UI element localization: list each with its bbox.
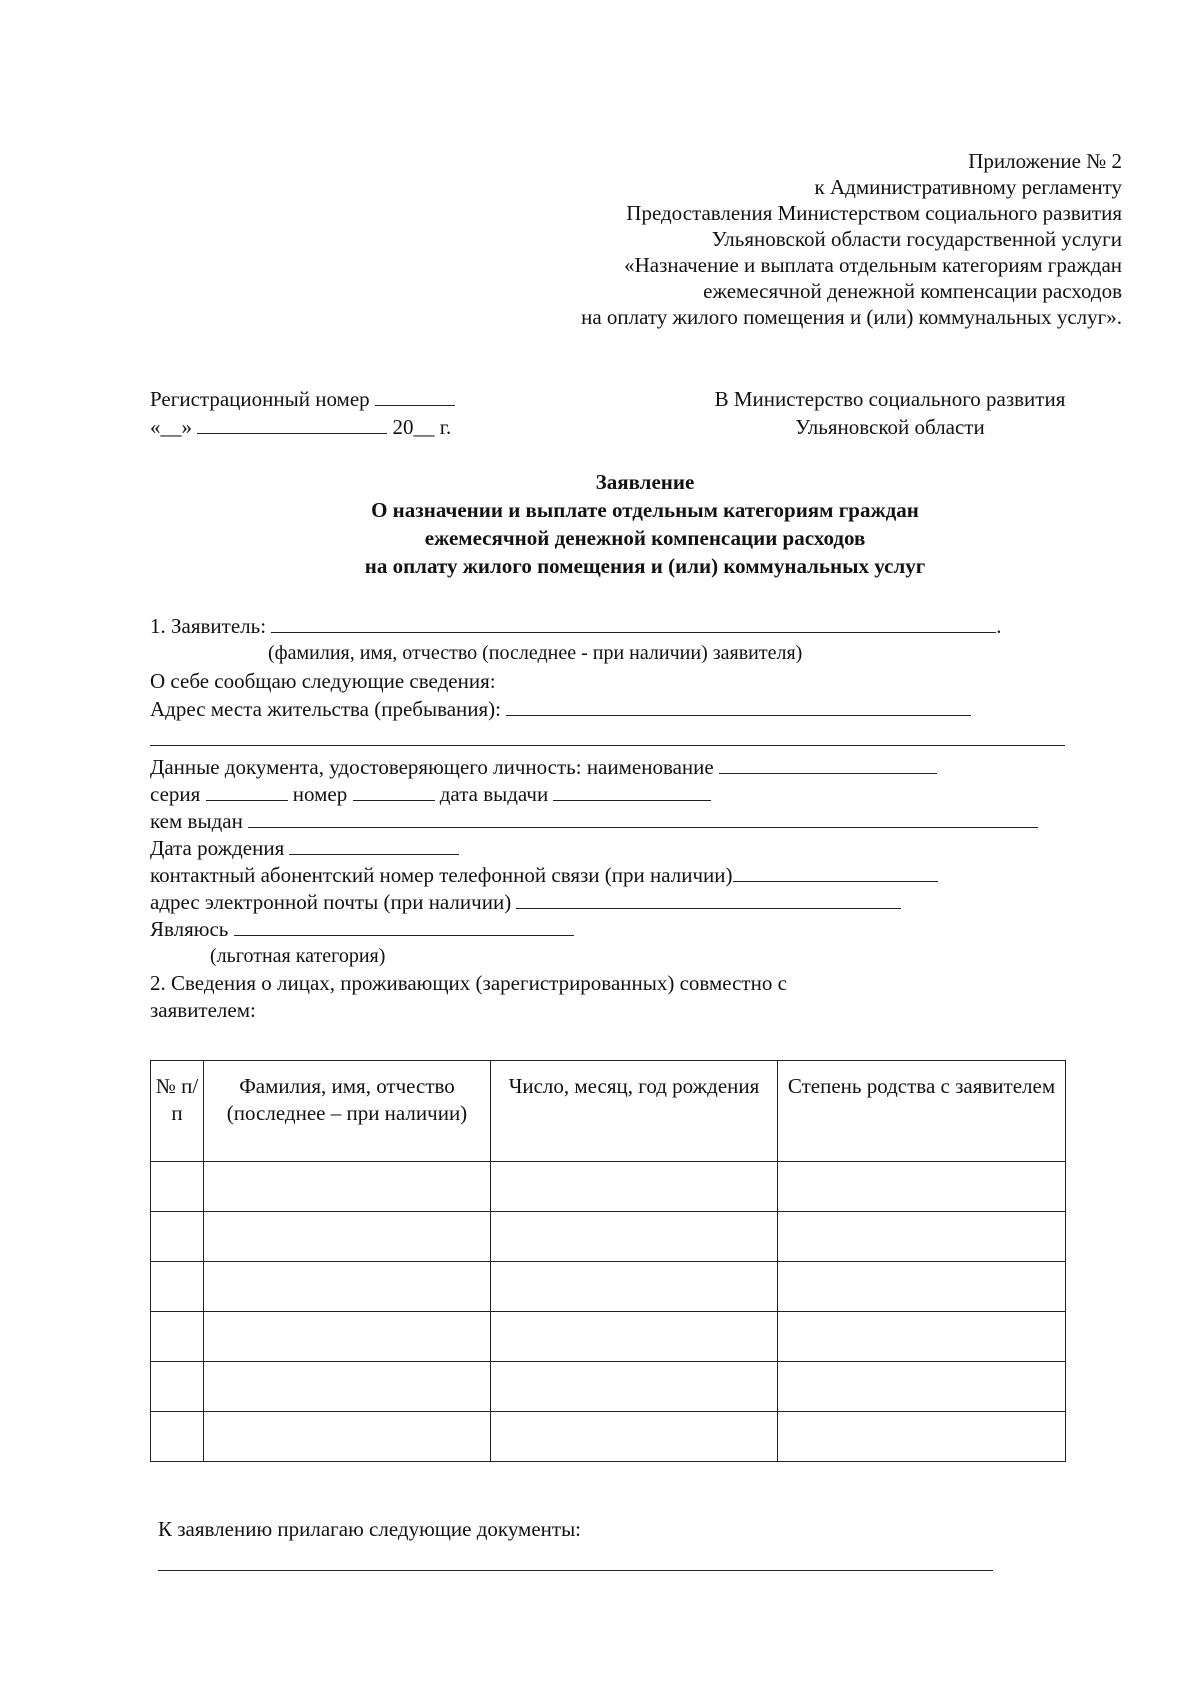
birth-date-field[interactable]	[289, 834, 459, 855]
number-label: номер	[292, 782, 348, 806]
title-heading: Заявление	[595, 470, 695, 494]
appendix-line: Предоставления Министерством социального развития	[626, 201, 1122, 225]
table-cell[interactable]	[491, 1262, 778, 1312]
issued-by-row	[150, 807, 1038, 834]
phone-label: контактный абонентский номер телефонной связи (при наличии)	[150, 863, 733, 887]
column-header-birth-date: Число, месяц, год рождения	[491, 1061, 778, 1162]
phone-row	[150, 861, 938, 888]
section2-label-line2: заявителем:	[150, 998, 256, 1022]
issued-by-label: кем выдан	[150, 809, 243, 833]
table-row	[151, 1262, 1066, 1312]
table-cell[interactable]	[491, 1212, 778, 1262]
table-cell[interactable]	[151, 1212, 204, 1262]
phone-field[interactable]	[733, 861, 938, 882]
table-row	[151, 1412, 1066, 1462]
table-cell[interactable]	[204, 1312, 491, 1362]
registration-number-label: Регистрационный номер	[150, 387, 370, 411]
applicant-label: 1. Заявитель:	[150, 614, 267, 638]
appendix-line: к Административному регламенту	[814, 175, 1122, 199]
title-line: на оплату жилого помещения и (или) коммунальных услуг	[364, 554, 926, 578]
table-cell[interactable]	[778, 1162, 1066, 1212]
category-row	[150, 915, 574, 942]
address-row	[150, 695, 971, 722]
applicant-name-field[interactable]	[271, 612, 996, 633]
column-header-relationship: Степень родства с заявителем	[778, 1061, 1066, 1162]
registration-number-field[interactable]	[375, 385, 455, 406]
appendix-line: Ульяновской области государственной услуги	[711, 227, 1122, 251]
table-cell[interactable]	[491, 1162, 778, 1212]
number-field[interactable]	[353, 780, 435, 801]
appendix-line: на оплату жилого помещения и (или) коммунальных услуг».	[581, 305, 1122, 329]
addressee-line: Ульяновской области	[795, 415, 985, 439]
table-cell[interactable]	[778, 1212, 1066, 1262]
table-row	[151, 1312, 1066, 1362]
birth-date-row	[150, 834, 459, 861]
about-label: О себе сообщаю следующие сведения:	[150, 669, 496, 693]
table-cell[interactable]	[204, 1212, 491, 1262]
table-cell[interactable]	[151, 1162, 204, 1212]
address-label: Адрес места жительства (пребывания):	[150, 697, 502, 721]
registration-date-quote[interactable]: «__»	[150, 415, 192, 439]
table-cell[interactable]	[778, 1412, 1066, 1462]
section2-label-line1: 2. Сведения о лицах, проживающих (зарегистрированных) совместно с	[150, 971, 787, 995]
birth-date-label: Дата рождения	[150, 836, 285, 860]
table-row	[151, 1362, 1066, 1412]
series-field[interactable]	[206, 780, 288, 801]
applicant-period: .	[996, 614, 1002, 638]
id-document-label: Данные документа, удостоверяющего личность: наименование	[150, 755, 714, 779]
addressee-block	[685, 385, 1095, 441]
column-header-index: № п/п	[151, 1061, 204, 1162]
table-row	[151, 1162, 1066, 1212]
table-cell[interactable]	[151, 1312, 204, 1362]
appendix-header	[581, 148, 1122, 330]
registration-year-label[interactable]: 20__ г.	[392, 415, 452, 439]
table-cell[interactable]	[151, 1412, 204, 1462]
title-line: О назначении и выплате отдельным категориям граждан	[371, 498, 919, 522]
id-series-row	[150, 780, 711, 807]
table-cell[interactable]	[151, 1362, 204, 1412]
table-cell[interactable]	[204, 1412, 491, 1462]
category-label: Являюсь	[150, 917, 229, 941]
table-header-row	[151, 1061, 1066, 1162]
issue-date-field[interactable]	[553, 780, 711, 801]
id-document-name-field[interactable]	[719, 753, 937, 774]
table-row	[151, 1212, 1066, 1262]
table-cell[interactable]	[778, 1312, 1066, 1362]
address-field[interactable]	[506, 695, 971, 716]
title-line: ежемесячной денежной компенсации расходов	[424, 526, 866, 550]
table-cell[interactable]	[778, 1362, 1066, 1412]
addressee-line: В Министерство социального развития	[714, 387, 1066, 411]
applicant-row	[150, 612, 1002, 639]
table-cell[interactable]	[151, 1262, 204, 1312]
email-field[interactable]	[516, 888, 901, 909]
issue-date-label: дата выдачи	[439, 782, 549, 806]
address-field-continuation[interactable]	[150, 745, 1065, 746]
table-cell[interactable]	[491, 1412, 778, 1462]
table-cell[interactable]	[204, 1162, 491, 1212]
appendix-line: «Назначение и выплата отдельным категориям граждан	[624, 253, 1122, 277]
table-cell[interactable]	[204, 1262, 491, 1312]
email-row	[150, 888, 901, 915]
table-cell[interactable]	[204, 1362, 491, 1412]
issued-by-field[interactable]	[248, 807, 1038, 828]
registration-date-month-field[interactable]	[197, 413, 387, 434]
id-document-row	[150, 753, 937, 780]
applicant-hint: (фамилия, имя, отчество (последнее - при наличии) заявителя)	[268, 642, 803, 664]
document-title	[0, 468, 1200, 580]
table-cell[interactable]	[491, 1312, 778, 1362]
email-label: адрес электронной почты (при наличии)	[150, 890, 512, 914]
appendix-line: Приложение № 2	[968, 149, 1122, 173]
category-field[interactable]	[234, 915, 574, 936]
cohabitants-table	[150, 1060, 1066, 1462]
table-cell[interactable]	[491, 1362, 778, 1412]
table-cell[interactable]	[778, 1262, 1066, 1312]
category-hint: (льготная категория)	[210, 945, 386, 967]
column-header-full-name: Фамилия, имя, отчество (последнее – при наличии)	[204, 1061, 491, 1162]
series-label: серия	[150, 782, 201, 806]
appendix-line: ежемесячной денежной компенсации расходов	[703, 279, 1122, 303]
registration-block	[150, 385, 455, 441]
attachments-label: К заявлению прилагаю следующие документы:	[158, 1517, 582, 1541]
attachments-field[interactable]	[158, 1570, 993, 1571]
